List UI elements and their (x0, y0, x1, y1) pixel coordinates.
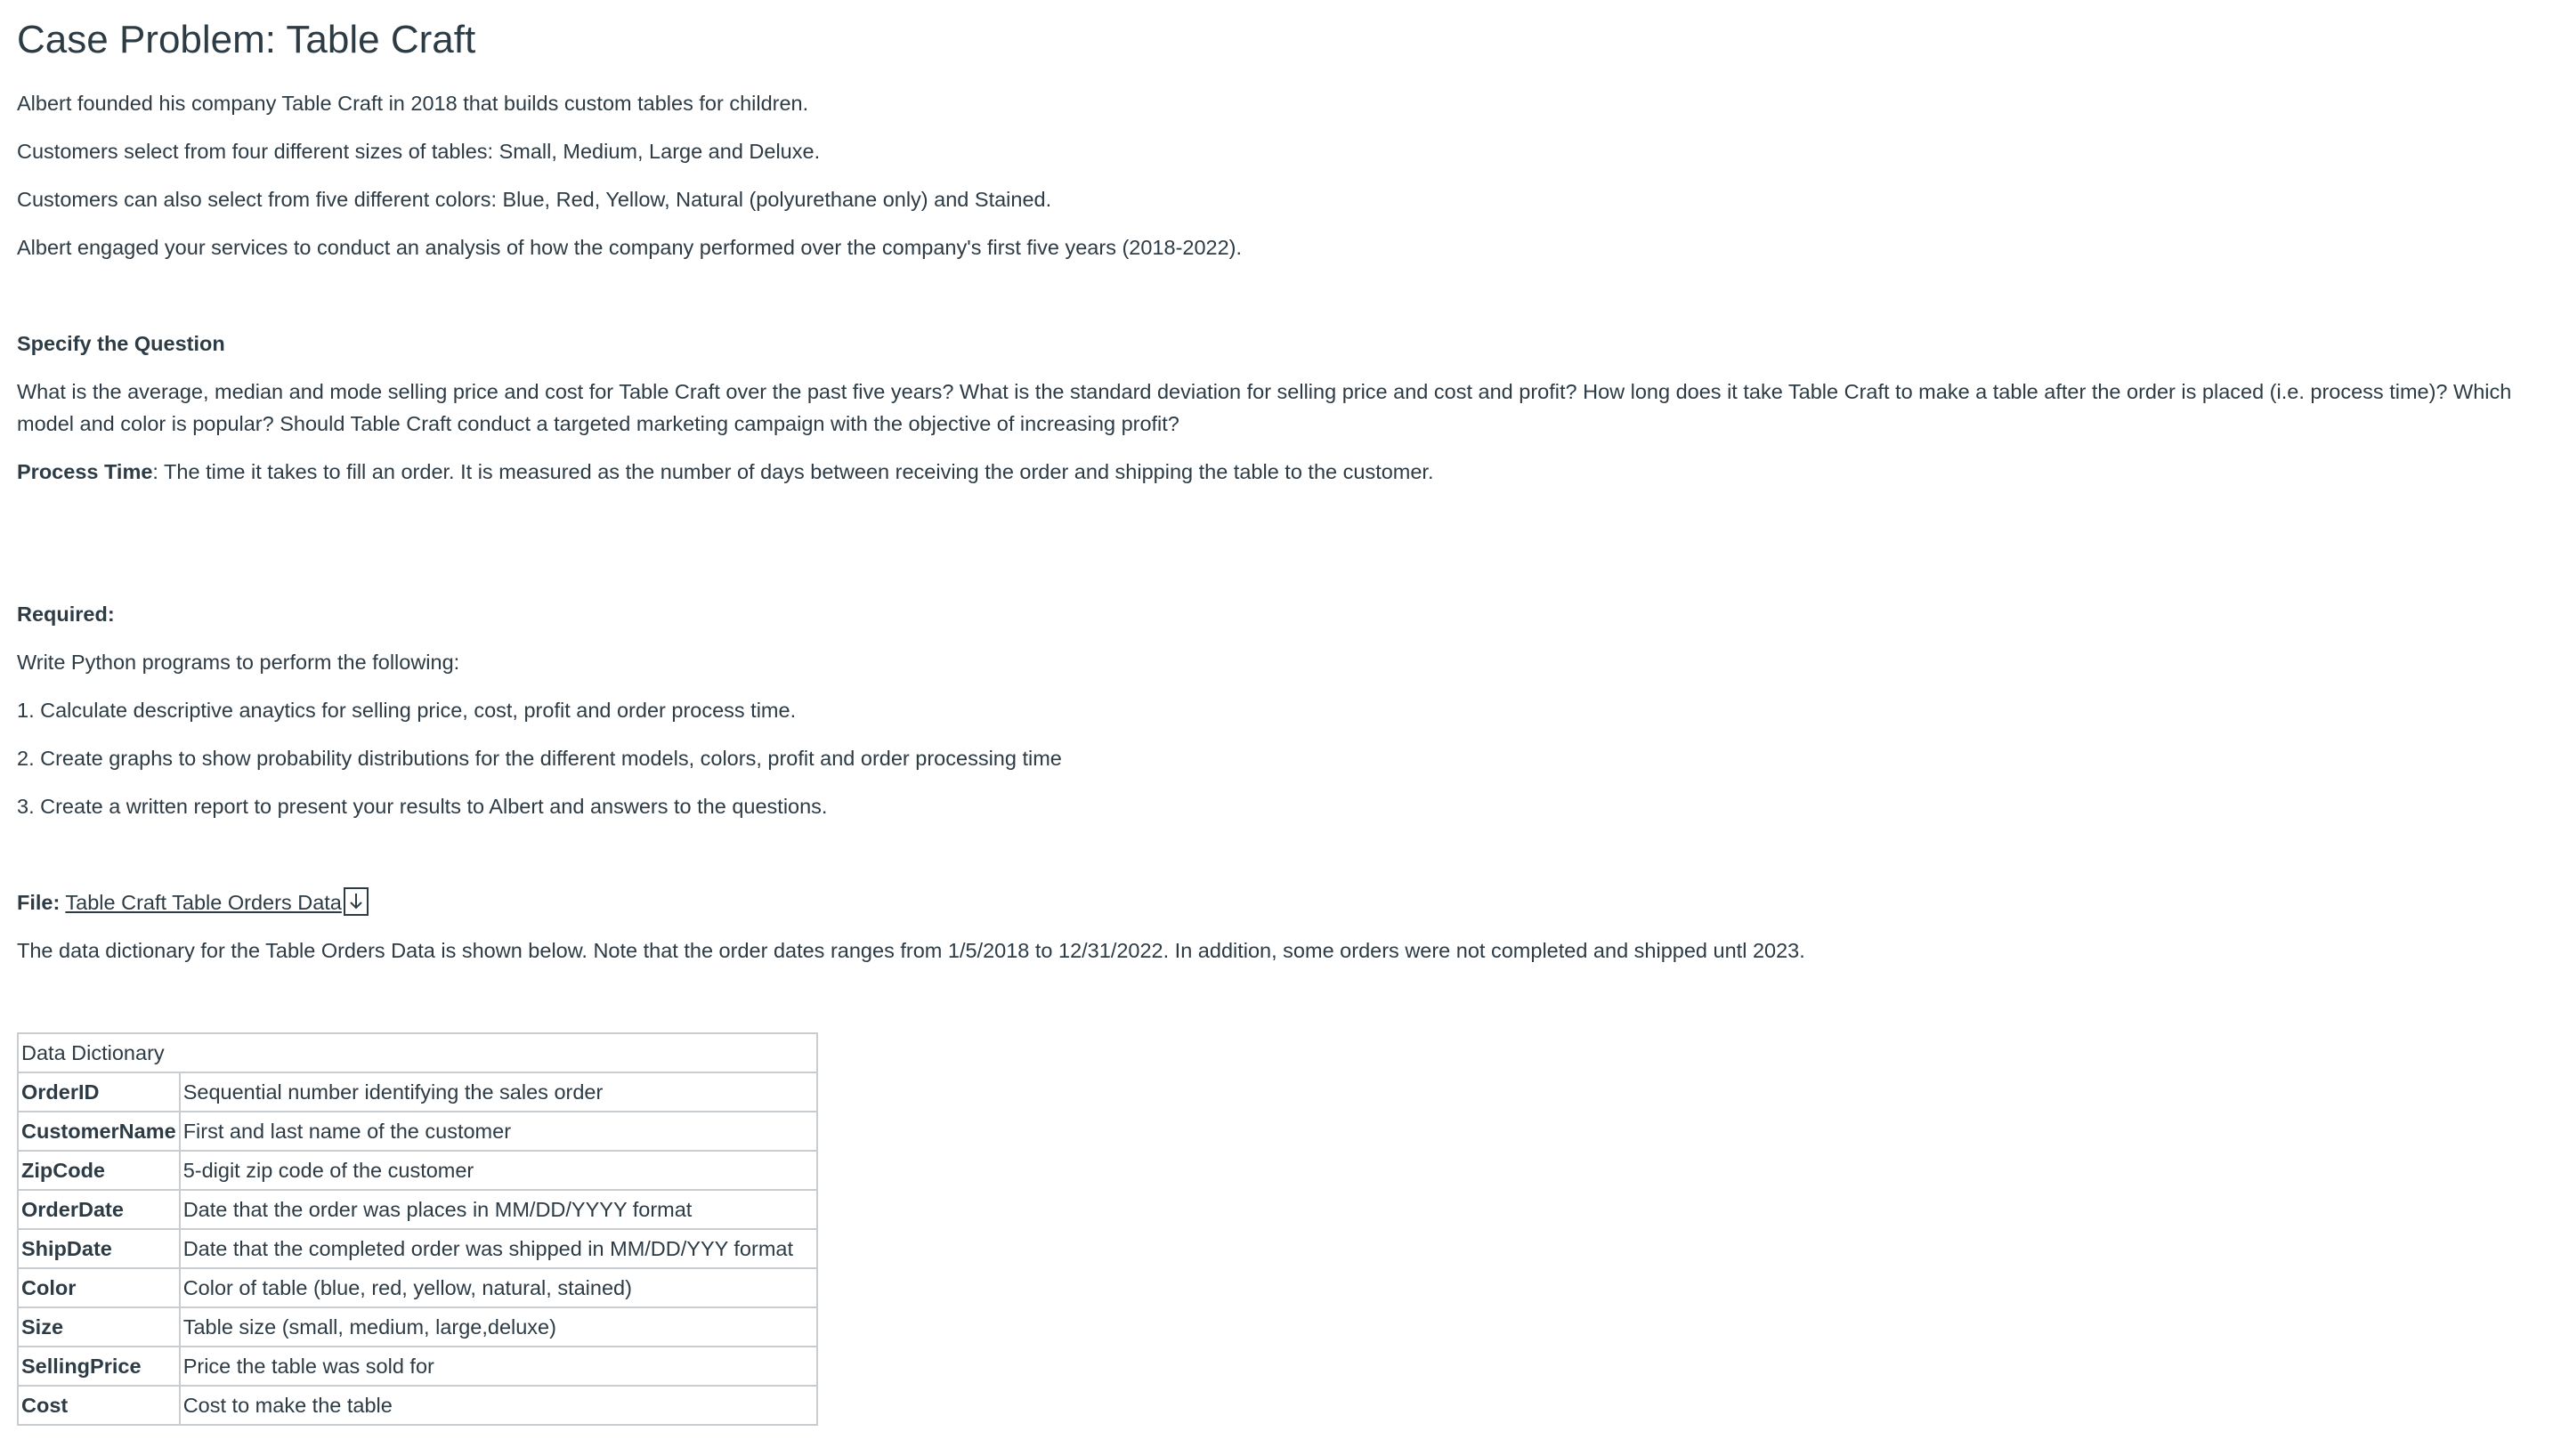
field-name: Cost (18, 1386, 180, 1425)
field-description: Date that the completed order was shipped in MM/DD/YYY format (180, 1229, 817, 1268)
question-heading: Specify the Question (17, 332, 225, 355)
file-note: The data dictionary for the Table Orders Data is shown below. Note that the order dates ranges from 1/5/2018 to 12/31/2022. In addition, some orders were not completed and shipped untl 2023. (17, 939, 1805, 962)
field-name: Size (18, 1307, 180, 1347)
intro-paragraph: Albert founded his company Table Craft in 2018 that builds custom tables for children. (17, 92, 809, 115)
field-description: Date that the order was places in MM/DD/YYYY format (180, 1190, 817, 1229)
field-description: First and last name of the customer (180, 1112, 817, 1151)
table-row (18, 1347, 817, 1386)
field-description: 5-digit zip code of the customer (180, 1151, 817, 1190)
data-dictionary-table (17, 1032, 818, 1426)
required-item: 1. Calculate descriptive anaytics for selling price, cost, profit and order process time. (17, 699, 797, 722)
field-description: Price the table was sold for (180, 1347, 817, 1386)
page-content (0, 16, 2536, 1426)
process-time-label: Process Time (17, 460, 153, 483)
field-name: Color (18, 1268, 180, 1307)
table-row (18, 1268, 817, 1307)
table-row (18, 1151, 817, 1190)
table-row (18, 1112, 817, 1151)
field-description: Table size (small, medium, large,deluxe) (180, 1307, 817, 1347)
required-lead: Write Python programs to perform the following: (17, 651, 460, 674)
field-name: SellingPrice (18, 1347, 180, 1386)
table-header-row (18, 1033, 817, 1072)
process-time-definition (17, 456, 2536, 488)
required-item: 2. Create graphs to show probability distributions for the different models, colors, profit and order processing time (17, 747, 1062, 770)
table-row (18, 1386, 817, 1425)
field-name: OrderDate (18, 1190, 180, 1229)
process-time-text: : The time it takes to fill an order. It is measured as the number of days between receiving the order and shipping the table to the customer. (152, 460, 1434, 483)
intro-paragraph: Customers can also select from five different colors: Blue, Red, Yellow, Natural (polyurethane only) and Stained. (17, 188, 1052, 211)
download-arrow-icon[interactable] (344, 887, 369, 916)
required-heading: Required: (17, 603, 115, 626)
intro-paragraph: Customers select from four different sizes of tables: Small, Medium, Large and Deluxe. (17, 140, 821, 163)
table-row (18, 1307, 817, 1347)
table-row (18, 1229, 817, 1268)
field-description: Color of table (blue, red, yellow, natural, stained) (180, 1268, 817, 1307)
field-description: Sequential number identifying the sales order (180, 1072, 817, 1112)
table-header: Data Dictionary (18, 1033, 817, 1072)
table-row (18, 1190, 817, 1229)
field-description: Cost to make the table (180, 1386, 817, 1425)
table-row (18, 1072, 817, 1112)
file-download-link[interactable]: Table Craft Table Orders Data (65, 891, 342, 914)
field-name: OrderID (18, 1072, 180, 1112)
file-label: File (17, 891, 53, 914)
field-name: ShipDate (18, 1229, 180, 1268)
field-name: ZipCode (18, 1151, 180, 1190)
file-line: File: Table Craft Table Orders Data (17, 886, 2536, 918)
field-name: CustomerName (18, 1112, 180, 1151)
page-title: Case Problem: Table Craft (17, 18, 476, 61)
required-item: 3. Create a written report to present your results to Albert and answers to the questions. (17, 795, 828, 818)
question-text: What is the average, median and mode selling price and cost for Table Craft over the past five years? What is the standard deviation for selling price and cost and profit? How long does it take Table Craft to make a table after the order is placed (i.e. process time)? Which model and color is popular? Should Table Craft conduct a targeted marketing campaign with the objective of increasing profit? (17, 380, 2512, 435)
intro-paragraph: Albert engaged your services to conduct an analysis of how the company performed over the company's first five years (2018-2022). (17, 236, 1243, 259)
